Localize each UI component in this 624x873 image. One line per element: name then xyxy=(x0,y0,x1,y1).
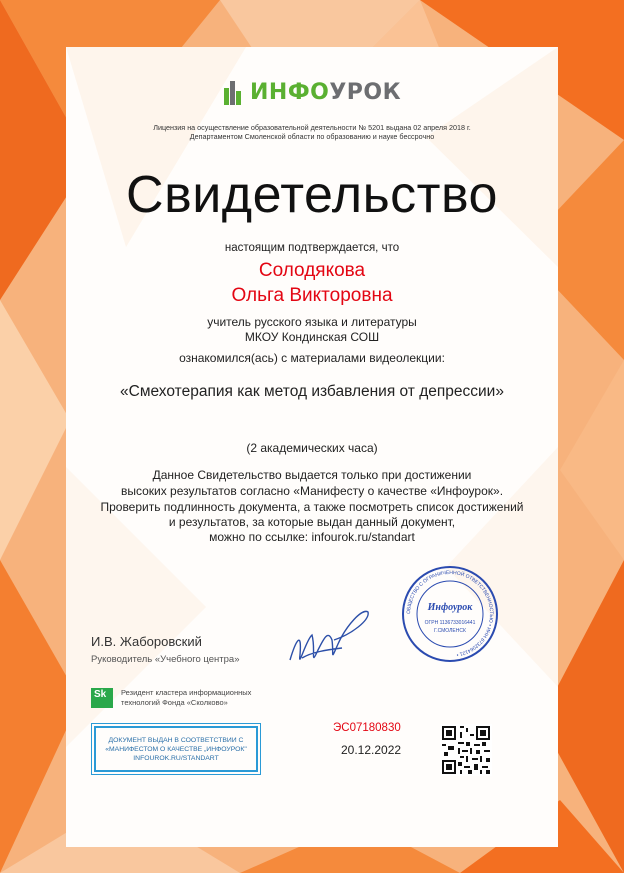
skolkovo-badge-text: Sk xyxy=(94,689,107,700)
skolkovo-badge xyxy=(91,688,113,708)
manifest-line-2: «МАНИФЕСТОМ О КАЧЕСТВЕ „ИНФОУРОК" xyxy=(105,745,247,753)
serial-number: ЭС07180830 xyxy=(333,722,401,734)
confirm-text: настоящим подтверждается, что xyxy=(224,242,400,254)
manifest-line-1: ДОКУМЕНТ ВЫДАН В СООТВЕТСТВИИ С xyxy=(108,736,244,744)
notice-line-3: Проверить подлинность документа, а также посмотреть список достижений xyxy=(100,500,524,514)
recipient-given-names: Ольга Викторовна xyxy=(231,285,393,306)
infourok-logo xyxy=(224,78,401,106)
license-line-2: Департаментом Смоленской области по образованию и науке бессрочно xyxy=(189,132,435,141)
recipient-surname: Солодякова xyxy=(258,260,366,281)
handwritten-signature xyxy=(282,600,372,680)
qr-code xyxy=(440,724,492,776)
license-line-1: Лицензия на осуществление образовательной деятельности № 5201 выдана 02 апреля 2018 г. xyxy=(153,123,471,132)
skolkovo-text xyxy=(121,688,281,708)
stamp-ogrn: ОГРН 1136733016441 xyxy=(424,620,476,626)
notice-line-5: можно по ссылке: infourok.ru/standart xyxy=(209,530,415,544)
manifest-box xyxy=(94,726,258,772)
signer-name: И.В. Жаборовский xyxy=(91,634,202,649)
logo-bars-icon xyxy=(224,79,246,105)
manifest-line-3: INFOUROK.RU/STANDART xyxy=(133,754,219,762)
logo-text-prefix: ИНФО xyxy=(250,79,330,105)
certificate-title: Свидетельство xyxy=(126,166,498,224)
skolkovo-line-1: Резидент кластера информационных xyxy=(121,688,252,697)
stamp-city: Г.СМОЛЕНСК xyxy=(434,628,466,634)
recipient-school: МКОУ Кондинская СОШ xyxy=(244,330,380,344)
hours: (2 академических часа) xyxy=(246,441,378,455)
official-stamp xyxy=(400,564,500,664)
notice-line-1: Данное Свидетельство выдается только при достижении xyxy=(152,468,472,482)
issue-date: 20.12.2022 xyxy=(341,743,402,757)
logo-text-suffix: УРОК xyxy=(329,79,402,105)
skolkovo-line-2: технологий Фонда «Сколково» xyxy=(121,698,228,707)
notice-line-2: высоких результатов согласно «Манифесту о качестве «Инфоурок». xyxy=(120,484,504,498)
familiarized-text: ознакомился(ась) с материалами видеолекции: xyxy=(179,351,445,365)
stamp-center-text: Инфоурок xyxy=(427,602,473,613)
signer-role: Руководитель «Учебного центра» xyxy=(91,654,240,665)
recipient-role: учитель русского языка и литературы xyxy=(207,315,417,329)
stamp-ring-text: ОБЩЕСТВО С ОГРАНИЧЕННОЙ ОТВЕТСТВЕННОСТЬЮ • ИНН 6732064121 • xyxy=(405,569,495,658)
course-title: «Смехотерапия как метод избавления от депрессии» xyxy=(120,383,504,400)
notice-line-4: и результатов, за которые выдан данный документ, xyxy=(168,515,456,529)
